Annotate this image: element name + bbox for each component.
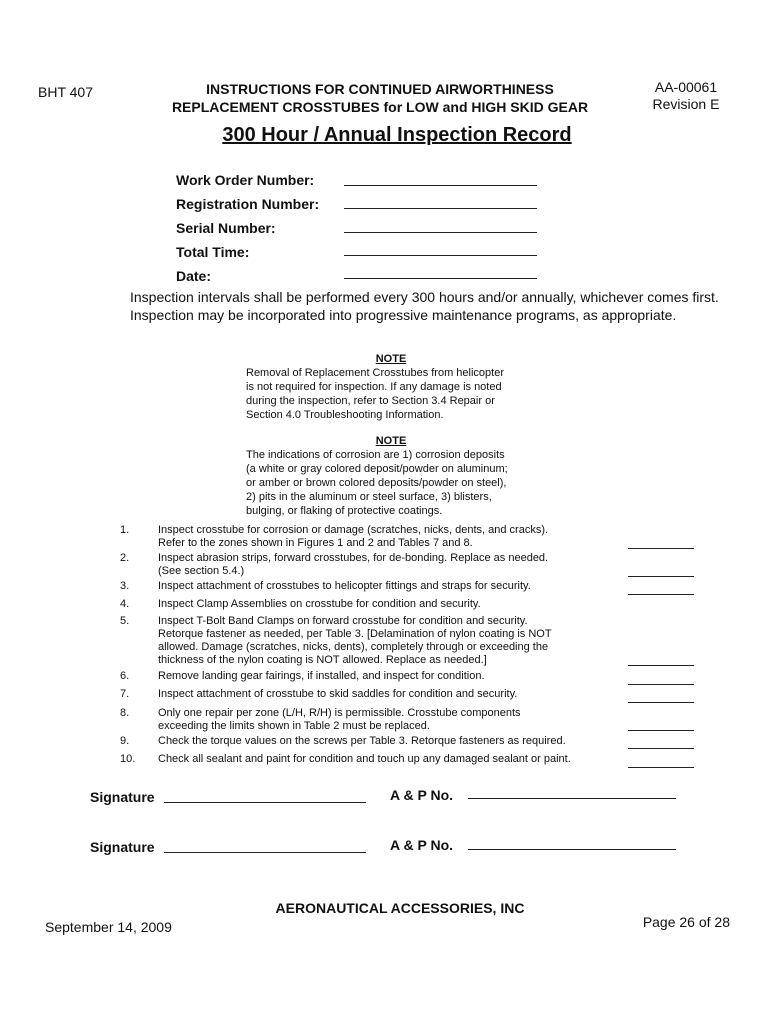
- item-8-initial-line[interactable]: [628, 730, 694, 731]
- note-1-title: NOTE: [375, 353, 407, 365]
- item-text: [158, 580, 628, 593]
- field-line-work-order[interactable]: [344, 185, 537, 186]
- field-line-date[interactable]: [344, 278, 537, 279]
- ap-number-line-2[interactable]: [468, 849, 676, 850]
- item-text: [158, 598, 628, 611]
- item-text: [158, 670, 628, 683]
- ap-number-label-2: A & P No.: [390, 837, 454, 853]
- item-number: 6.: [120, 670, 130, 682]
- item-text-line: Inspect attachment of crosstubes to helicopter fittings and straps for security.: [158, 580, 531, 592]
- item-text: [158, 753, 628, 766]
- field-label-work-order: Work Order Number:: [176, 172, 315, 188]
- item-number: 9.: [120, 735, 130, 747]
- item-3-initial-line[interactable]: [628, 594, 694, 595]
- item-text: [158, 524, 628, 550]
- item-number: 3.: [120, 580, 130, 592]
- item-2-initial-line[interactable]: [628, 576, 694, 577]
- item-text-line: Retorque fastener as needed, per Table 3. [Delamination of nylon coating is NOT: [158, 628, 552, 640]
- note-2-line: The indications of corrosion are 1) corrosion deposits: [246, 449, 505, 461]
- doc-heading-line1: INSTRUCTIONS FOR CONTINUED AIRWORTHINESS: [206, 81, 554, 97]
- field-line-registration[interactable]: [344, 208, 537, 209]
- note-2-title: NOTE: [375, 435, 407, 447]
- note-1-line: is not required for inspection. If any damage is noted: [246, 381, 502, 393]
- doc-heading-line2: REPLACEMENT CROSSTUBES for LOW and HIGH SKID GEAR: [171, 99, 589, 115]
- item-text-line: Check the torque values on the screws per Table 3. Retorque fasteners as required.: [158, 735, 566, 747]
- item-6-initial-line[interactable]: [628, 684, 694, 685]
- item-text: [158, 735, 628, 748]
- page-title: 300 Hour / Annual Inspection Record: [222, 124, 572, 146]
- item-text-line: (See section 5.4.): [158, 565, 245, 577]
- item-1-initial-line[interactable]: [628, 548, 694, 549]
- doc-revision: Revision E: [652, 96, 720, 112]
- item-number: 7.: [120, 688, 130, 700]
- item-9-initial-line[interactable]: [628, 748, 694, 749]
- field-label-serial: Serial Number:: [176, 220, 276, 236]
- signature-label-2: Signature: [90, 839, 155, 855]
- note-1-line: Section 4.0 Troubleshooting Information.: [246, 409, 444, 421]
- item-text-line: Remove landing gear fairings, if installed, and inspect for condition.: [158, 670, 485, 682]
- note-2-line: bulging, or flaking of protective coatings.: [246, 505, 443, 517]
- doc-number: AA-00061: [654, 79, 718, 95]
- item-number: 4.: [120, 598, 130, 610]
- note-2-line: 2) pits in the aluminum or steel surface, 3) blisters,: [246, 491, 492, 503]
- signature-line-1[interactable]: [164, 802, 366, 803]
- doc-model: BHT 407: [38, 84, 93, 100]
- item-text-line: Inspect crosstube for corrosion or damage (scratches, nicks, dents, and cracks).: [158, 524, 549, 536]
- doc-heading: [150, 80, 610, 116]
- item-number: 8.: [120, 707, 130, 719]
- field-line-serial[interactable]: [344, 232, 537, 233]
- field-label-total-time: Total Time:: [176, 244, 250, 260]
- item-text-line: Inspect attachment of crosstube to skid saddles for condition and security.: [158, 688, 518, 700]
- company-name: AERONAUTICAL ACCESSORIES, INC: [275, 900, 525, 916]
- field-label-date: Date:: [176, 268, 212, 284]
- note-1-body: [246, 366, 546, 422]
- item-text-line: Inspect abrasion strips, forward crosstubes, for de-bonding. Replace as needed.: [158, 552, 549, 564]
- doc-id-block: [636, 79, 736, 113]
- item-text-line: allowed. Damage (scratches, nicks, dents), completely through or exceeding the: [158, 641, 549, 653]
- item-text-line: Check all sealant and paint for condition and touch up any damaged sealant or paint.: [158, 753, 571, 765]
- note-2-line: (a white or gray colored deposit/powder on aluminum;: [246, 463, 508, 475]
- signature-label-1: Signature: [90, 789, 155, 805]
- note-1-line: Removal of Replacement Crosstubes from helicopter: [246, 367, 505, 379]
- ap-number-line-1[interactable]: [468, 798, 676, 799]
- item-text: [158, 615, 628, 667]
- item-text: [158, 707, 628, 733]
- page-number: Page 26 of 28: [642, 914, 730, 930]
- item-5-initial-line[interactable]: [628, 665, 694, 666]
- item-10-initial-line[interactable]: [628, 767, 694, 768]
- item-text-line: Only one repair per zone (L/H, R/H) is permissible. Crosstube components: [158, 707, 521, 719]
- note-2-body: [246, 448, 546, 518]
- signature-line-2[interactable]: [164, 852, 366, 853]
- field-line-total-time[interactable]: [344, 255, 537, 256]
- footer-date: September 14, 2009: [45, 919, 172, 935]
- item-text-line: Inspect T-Bolt Band Clamps on forward crosstube for condition and security.: [158, 615, 528, 627]
- item-text-line: Inspect Clamp Assemblies on crosstube for condition and security.: [158, 598, 481, 610]
- item-number: 5.: [120, 615, 130, 627]
- item-number: 2.: [120, 552, 130, 564]
- item-text: [158, 552, 628, 578]
- item-number: 10.: [120, 753, 136, 765]
- item-number: 1.: [120, 524, 130, 536]
- note-2-line: or amber or brown colored deposits/powder on steel),: [246, 477, 507, 489]
- note-1-line: during the inspection, refer to Section 3.4 Repair or: [246, 395, 495, 407]
- item-7-initial-line[interactable]: [628, 702, 694, 703]
- item-text-line: Refer to the zones shown in Figures 1 and 2 and Tables 7 and 8.: [158, 537, 473, 549]
- intro-paragraph: Inspection intervals shall be performed every 300 hours and/or annually, whichever comes first. Inspection may be incorporated into progressive maintenance programs, as appropriate.: [130, 289, 719, 323]
- item-text: [158, 688, 628, 701]
- field-label-registration: Registration Number:: [176, 196, 320, 212]
- ap-number-label-1: A & P No.: [390, 787, 454, 803]
- item-text-line: exceeding the limits shown in Table 2 must be replaced.: [158, 720, 430, 732]
- item-text-line: thickness of the nylon coating is NOT allowed. Replace as needed.]: [158, 654, 487, 666]
